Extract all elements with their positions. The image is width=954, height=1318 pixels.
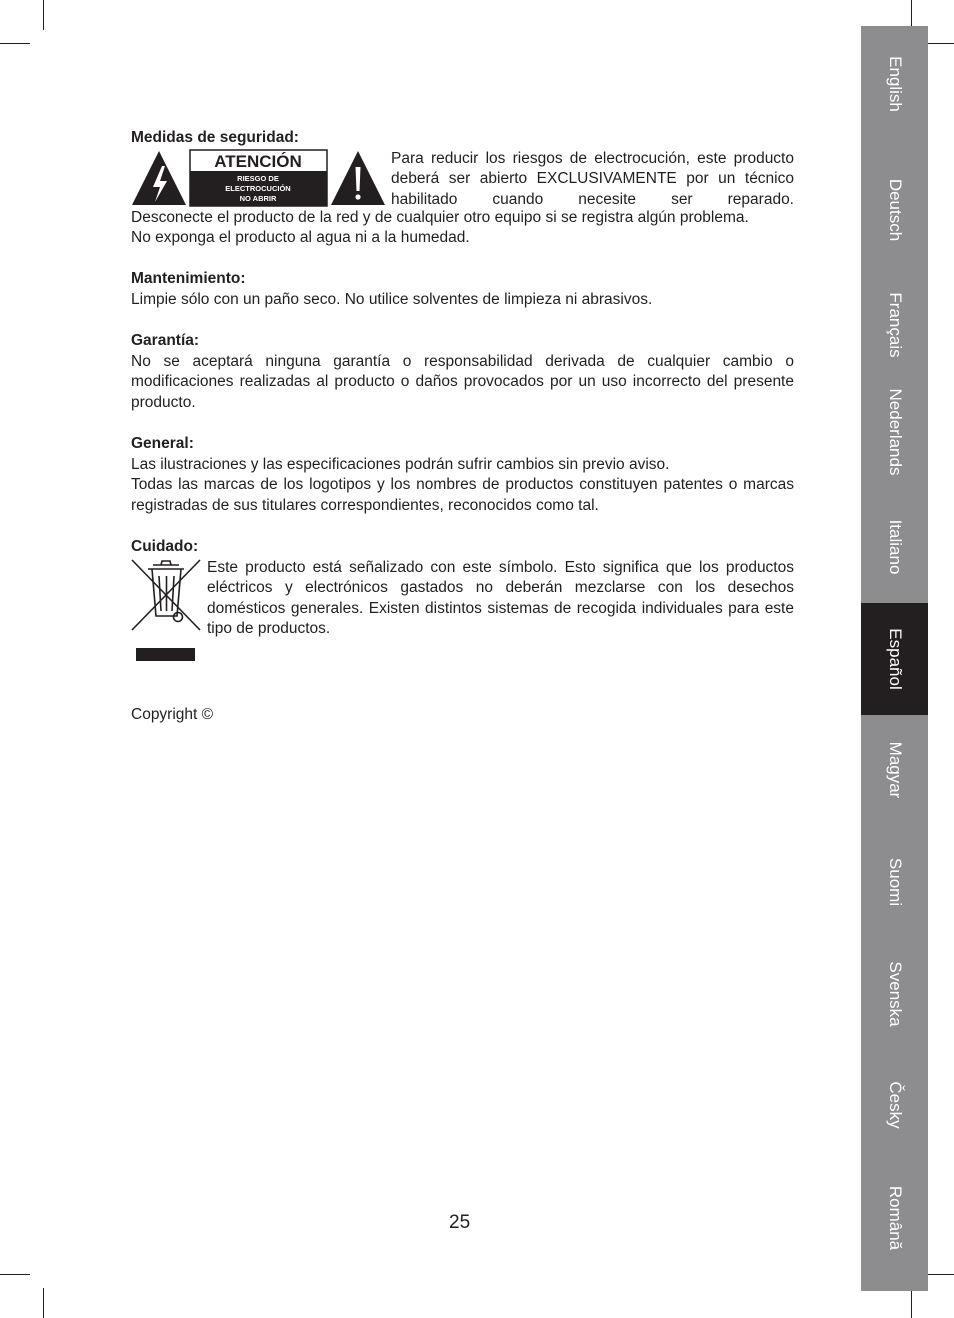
crop-mark (924, 1274, 954, 1275)
crop-mark (0, 43, 30, 44)
caution-text: Este producto está señalizado con este símbolo. Esto significa que los productos eléctricos y electrónicos gastados no deberán mezclarse con los desechos domésticos generales. Existen distintos sistemas de recogida individuales para este tipo de productos. (207, 558, 794, 638)
general-heading: General: (131, 435, 194, 453)
warranty-heading: Garantía: (131, 332, 200, 350)
crop-mark (924, 43, 954, 44)
lang-tab-english[interactable]: English (885, 55, 905, 112)
lang-tab-nederlands[interactable]: Nederlands (885, 388, 905, 476)
general-text-1: Las ilustraciones y las especificaciones podrán sufrir cambios sin previo aviso. (131, 455, 670, 473)
lang-tab-svenska[interactable]: Svenska (885, 961, 905, 1027)
lang-tab-cesky[interactable]: Česky (885, 1081, 905, 1129)
safety-text-beside: Para reducir los riesgos de electrocución, este producto deberá ser abierto EXCLUSIVAMENTE por un técnico habilitado cuando necesite ser reparado. (391, 149, 794, 208)
warning-label (131, 149, 386, 207)
atencion-box (190, 150, 327, 206)
crop-mark (43, 0, 44, 30)
crop-mark (0, 1274, 30, 1275)
maintenance-text: Limpie sólo con un paño seco. No utilice solventes de limpieza ni abrasivos. (131, 290, 653, 308)
lang-tab-italiano[interactable]: Italiano (885, 519, 905, 575)
general-text-2: Todas las marcas de los logotipos y los nombres de productos constituyen patentes o marcas registradas de sus titulares correspondientes, reconocidos como tal. (131, 476, 794, 514)
copyright-text: Copyright © (131, 705, 214, 723)
safety-text-2: No exponga el producto al agua ni a la humedad. (131, 229, 470, 247)
lang-tab-francais[interactable]: Français (885, 291, 905, 358)
lang-tab-romana[interactable]: Română (885, 1185, 905, 1251)
page-number: 25 (449, 1212, 471, 1233)
crossed-out-wheelie-bin-icon (131, 558, 201, 662)
safety-text-1: Desconecte el producto de la red y de cualquier otro equipo si se registra algún problema. (131, 208, 749, 226)
language-sidebar (861, 26, 928, 1291)
caution-heading: Cuidado: (131, 538, 199, 556)
safety-warning-row (131, 149, 794, 211)
lang-tab-magyar[interactable]: Magyar (885, 741, 905, 799)
crop-mark (911, 1288, 912, 1318)
atencion-line1: RIESGO DE (237, 173, 279, 183)
lang-tab-espanol[interactable]: Español (861, 603, 928, 715)
caution-row (131, 558, 794, 658)
lang-tab-suomi[interactable]: Suomi (885, 857, 905, 907)
safety-heading: Medidas de seguridad: (131, 129, 299, 146)
crop-mark (43, 1288, 44, 1318)
lang-tab-deutsch[interactable]: Deutsch (885, 178, 905, 241)
exclamation-warning-icon (331, 151, 385, 205)
warranty-text: No se aceptará ninguna garantía o responsabilidad derivada de cualquier cambio o modificaciones realizadas al producto o daños provocados por un uso incorrecto del presente producto. (131, 352, 794, 411)
atencion-line2: ELECTROCUCIÓN (225, 183, 291, 193)
atencion-line3: NO ABRIR (239, 193, 277, 203)
lightning-warning-icon (132, 151, 186, 205)
page-content (131, 128, 794, 725)
atencion-title: ATENCIÓN (214, 151, 302, 171)
maintenance-heading: Mantenimiento: (131, 270, 246, 288)
